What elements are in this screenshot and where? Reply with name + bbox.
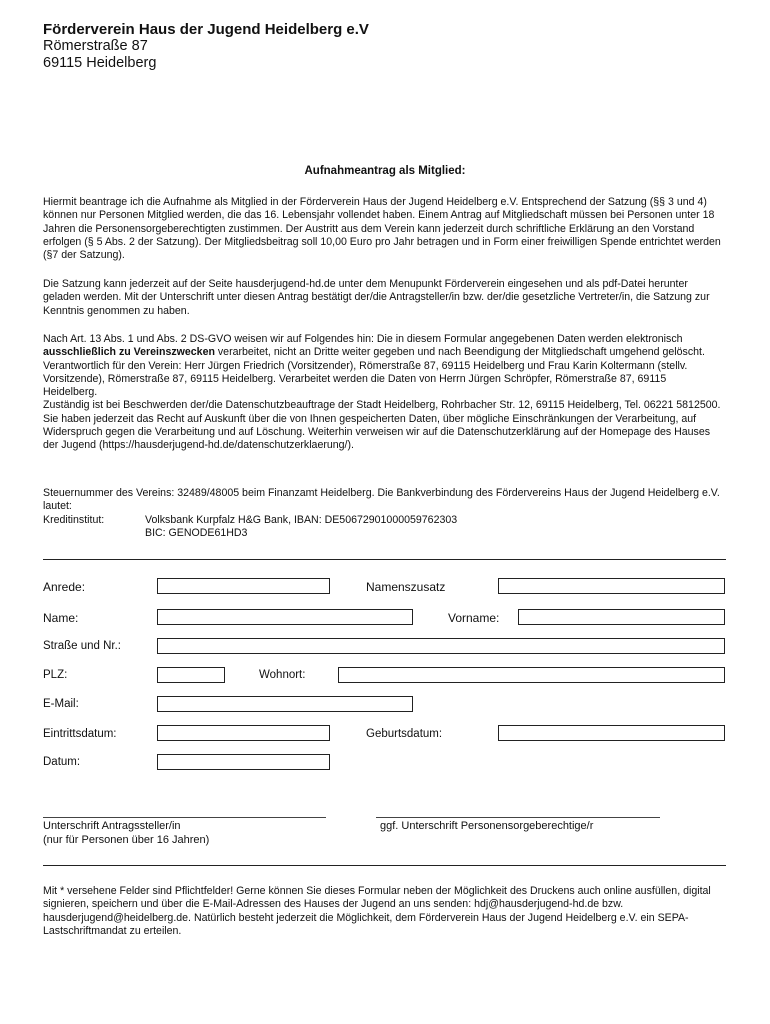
applicant-signature-note: (nur für Personen über 16 Jahren) [43,834,210,846]
eintrittsdatum-field[interactable] [157,725,330,741]
name-field[interactable] [157,609,413,625]
bank-bic: BIC: GENODE61HD3 [145,526,248,539]
label-strasse: Straße und Nr.: [43,640,121,652]
datum-field[interactable] [157,754,330,770]
anrede-field[interactable] [157,578,330,594]
footer-note [43,885,725,938]
privacy-text-responsible: Verantwortlich für den Verein: Herr Jürgen Friedrich (Vorsitzender), Römerstraße 87, 69115 Heidelberg und Frau Karin Koltermann (stellv. Vorsitzende), Römerstraße 87, 69115 Heidelberg. Verarbeitet werden die Daten von Herrn Jürgen Schröpfer, Römerstraße 87, 69115 Heidelberg. [43,359,688,399]
label-name: Name: [43,611,79,625]
divider-top [43,559,726,560]
bank-row-2 [43,527,723,540]
organization-street: Römerstraße 87 [43,38,148,54]
privacy-text-1a: Nach Art. 13 Abs. 1 und Abs. 2 DS-GVO weisen wir auf Folgendes hin: Die in diesem Formular angegebenen Daten werden elektronisch [43,333,683,345]
intro-paragraph-statute [43,278,723,318]
intro-paragraph-membership [43,196,723,262]
geburtsdatum-field[interactable] [498,725,725,741]
privacy-text-1 [43,333,723,360]
label-anrede: Anrede: [43,580,86,594]
bank-label: Kreditinstitut: [43,513,105,526]
organization-name: Förderverein Haus der Jugend Heidelberg e.V [43,21,369,38]
label-eintrittsdatum: Eintrittsdatum: [43,728,117,740]
bank-iban: Volksbank Kurpfalz H&G Bank, IBAN: DE50672901000059762303 [145,513,458,526]
guardian-signature-label: ggf. Unterschrift Personensorgeberechtige/r [380,820,594,832]
divider-bottom [43,865,726,866]
bank-details [43,487,723,540]
email-field[interactable] [157,696,413,712]
label-vorname: Vorname: [448,611,500,625]
label-email: E-Mail: [43,698,79,710]
privacy-text-bold: ausschließlich zu Vereinszwecken [43,346,215,359]
applicant-signature-line[interactable] [43,817,326,818]
form-title: Aufnahmeantrag als Mitglied: [304,165,466,177]
label-datum: Datum: [43,756,81,768]
namenszusatz-field[interactable] [498,578,725,594]
label-wohnort: Wohnort: [259,669,306,681]
intro-text-2: Die Satzung kann jederzeit auf der Seite hausderjugend-hd.de unter dem Menupunkt Förderverein eingesehen und als pdf-Datei herunter geladen werden. Mit der Unterschrift unter diesen Antrag bestätigt der/die Antragsteller/in bzw. der/die gesetzliche Vertreter/in, die Satzung zur Kenntnis genommen zu haben. [43,278,710,317]
wohnort-field[interactable] [338,667,725,683]
label-namenszusatz: Namenszusatz [366,580,446,594]
strasse-field[interactable] [157,638,725,654]
bank-row-1 [43,514,723,527]
label-plz: PLZ: [43,669,68,681]
plz-field[interactable] [157,667,225,683]
organization-city: 69115 Heidelberg [43,55,157,71]
applicant-signature-label: Unterschrift Antragssteller/in [43,820,181,832]
privacy-text-1b: verarbeitet, nicht an Dritte weiter gegeben und nach Beendigung der Mitgliedschaft umgehend gelöscht. [214,346,705,359]
guardian-signature-line[interactable] [376,817,660,818]
privacy-text-complaints: Zuständig ist bei Beschwerden der/die Datenschutzbeauftrage der Stadt Heidelberg, Rohrbacher Str. 12, 69115 Heidelberg, Tel. 06221 5812500. Sie haben jederzeit das Recht auf Auskunft über die von Ihnen gespeicherten Daten, über mögliche Einschränkungen der Verarbeitung, auf Widerspruch gegen die Verarbeitung und auf Löschung. Weiterhin verweisen wir auf die Datenschutzerklärung auf der Homepage des Hauses der Jugend (https://hausderjugend-hd.de/datenschutzerklaerung/). [43,399,721,452]
tax-number-text: Steuernummer des Vereins: 32489/48005 beim Finanzamt Heidelberg. Die Bankverbindung des Fördervereins Haus der Jugend Heidelberg e.V. lautet: [43,487,720,513]
label-geburtsdatum: Geburtsdatum: [366,728,443,740]
footer-text: Mit * versehene Felder sind Pflichtfelder! Gerne können Sie dieses Formular neben der Möglichkeit des Druckens auch online ausfüllen, digital signieren, speichern und über die E-Mail-Adressen des Hauses der Jugend an uns senden: hdj@hausderjugend-hd.de bzw. hausderjugend@heidelberg.de. Natürlich besteht jederzeit die Möglichkeit, dem Förderverein Haus der Jugend Heidelberg e.V. ein SEPA-Lastschriftmandat zu erteilen. [43,885,711,937]
intro-text-1: Hiermit beantrage ich die Aufnahme als Mitglied in der Förderverein Haus der Jugend Heidelberg e.V. Entsprechend der Satzung (§§ 3 und 4) können nur Personen Mitglied werden, die das 16. Lebensjahr vollendet haben. Einem Antrag auf Mitgliedschaft müssen bei Personen unter 18 Jahren die Personensorgeberechtigten zustimmen. Der Austritt aus dem Verein kann jederzeit durch schriftliche Erklärung an den Vorstand erfolgen (§ 5 Abs. 2 der Satzung). Der Mitgliedsbeitrag soll 10,00 Euro pro Jahr betragen und in Form einer freiwilligen Spende entrichtet werden (§7 der Satzung). [43,196,721,262]
intro-paragraph-privacy [43,333,723,453]
vorname-field[interactable] [518,609,725,625]
